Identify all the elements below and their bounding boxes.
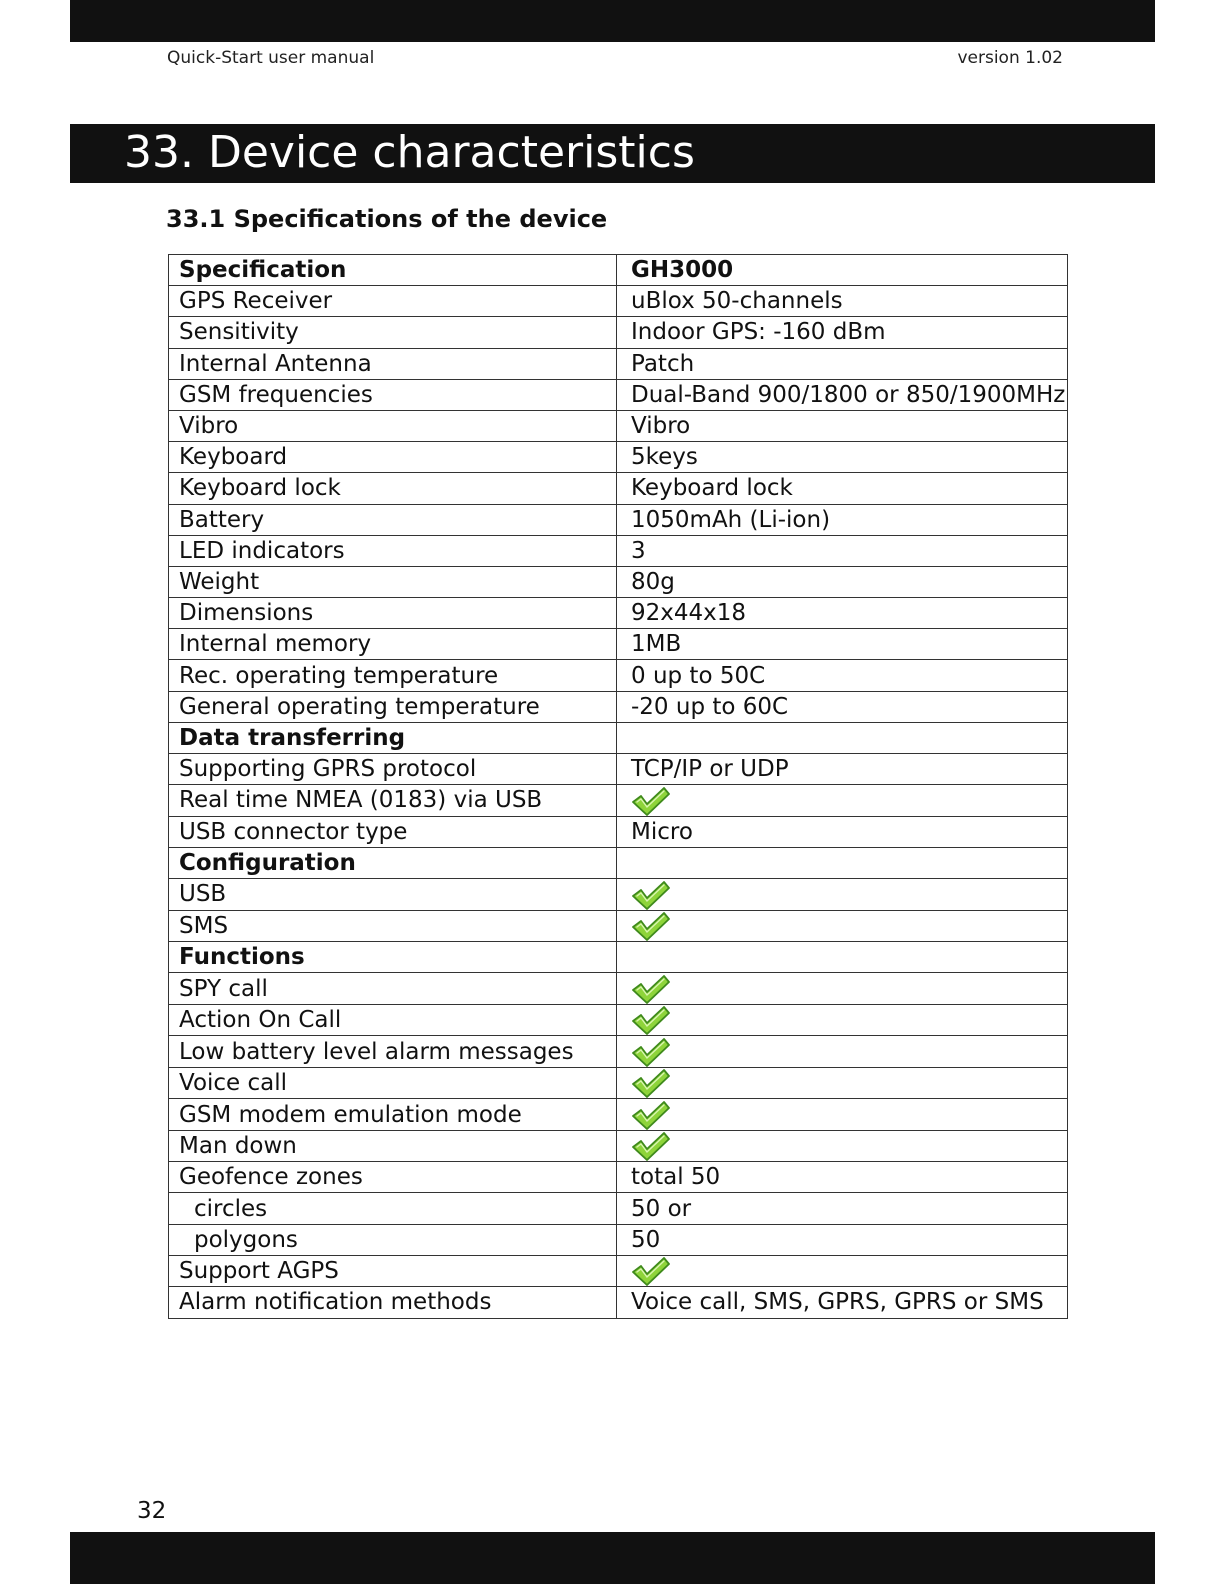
spec-name-cell: Internal memory	[169, 629, 617, 660]
spec-check-cell	[617, 973, 1068, 1005]
table-row	[169, 317, 1068, 348]
spec-name-cell: Sensitivity	[169, 317, 617, 348]
spec-value-cell: 80g	[617, 566, 1068, 597]
table-row	[169, 879, 1068, 911]
spec-name-cell: SPY call	[169, 973, 617, 1005]
spec-name-cell: Specification	[169, 255, 617, 286]
section-title: 33.1 Specifications of the device	[166, 205, 608, 233]
spec-check-cell	[617, 785, 1068, 817]
spec-name-cell: LED indicators	[169, 535, 617, 566]
spec-name-cell: SMS	[169, 910, 617, 942]
checkmark-icon	[631, 911, 671, 941]
spec-value-cell	[617, 847, 1068, 878]
spec-name-cell: General operating temperature	[169, 691, 617, 722]
spec-check-cell	[617, 1099, 1068, 1131]
spec-name-cell: Supporting GPRS protocol	[169, 754, 617, 785]
spec-value-cell: TCP/IP or UDP	[617, 754, 1068, 785]
table-row	[169, 442, 1068, 473]
spec-check-cell	[617, 910, 1068, 942]
checkmark-icon	[631, 786, 671, 816]
spec-value-cell: -20 up to 60C	[617, 691, 1068, 722]
checkmark-icon	[631, 880, 671, 910]
table-row	[169, 348, 1068, 379]
spec-value-cell: 0 up to 50C	[617, 660, 1068, 691]
chapter-band	[70, 124, 1155, 183]
table-row	[169, 973, 1068, 1005]
table-row	[169, 942, 1068, 973]
spec-value-cell: Indoor GPS: -160 dBm	[617, 317, 1068, 348]
spec-value-cell: 1050mAh (Li-ion)	[617, 504, 1068, 535]
spec-value-cell: GH3000	[617, 255, 1068, 286]
spec-name-cell: USB connector type	[169, 816, 617, 847]
spec-name-cell: circles	[169, 1193, 617, 1224]
spec-value-cell: Voice call, SMS, GPRS, GPRS or SMS	[617, 1287, 1068, 1318]
specifications-table	[168, 254, 1068, 1319]
page-number: 32	[137, 1498, 167, 1524]
spec-value-cell: 50	[617, 1224, 1068, 1255]
table-row	[169, 722, 1068, 753]
spec-name-cell: Dimensions	[169, 598, 617, 629]
table-row	[169, 1130, 1068, 1162]
table-row	[169, 1193, 1068, 1224]
spec-value-cell: total 50	[617, 1162, 1068, 1193]
spec-value-cell: 1MB	[617, 629, 1068, 660]
table-row	[169, 535, 1068, 566]
table-row	[169, 255, 1068, 286]
spec-name-cell: Vibro	[169, 410, 617, 441]
spec-name-cell: GSM modem emulation mode	[169, 1099, 617, 1131]
checkmark-icon	[631, 1131, 671, 1161]
table-row	[169, 1224, 1068, 1255]
spec-value-cell: uBlox 50-channels	[617, 286, 1068, 317]
table-row	[169, 1067, 1068, 1099]
spec-name-cell: Support AGPS	[169, 1255, 617, 1287]
spec-name-cell: Keyboard	[169, 442, 617, 473]
spec-value-cell: Patch	[617, 348, 1068, 379]
spec-name-cell: USB	[169, 879, 617, 911]
spec-check-cell	[617, 1067, 1068, 1099]
manual-title: Quick-Start user manual	[167, 48, 375, 68]
checkmark-icon	[631, 1100, 671, 1130]
spec-name-cell: Keyboard lock	[169, 473, 617, 504]
table-row	[169, 504, 1068, 535]
spec-name-cell: Action On Call	[169, 1004, 617, 1036]
table-row	[169, 1099, 1068, 1131]
table-row	[169, 410, 1068, 441]
spec-value-cell	[617, 942, 1068, 973]
table-row	[169, 379, 1068, 410]
spec-check-cell	[617, 879, 1068, 911]
spec-check-cell	[617, 1130, 1068, 1162]
chapter-title: 33. Device characteristics	[124, 127, 695, 178]
spec-name-cell: Battery	[169, 504, 617, 535]
table-row	[169, 847, 1068, 878]
spec-name-cell: polygons	[169, 1224, 617, 1255]
table-row	[169, 691, 1068, 722]
spec-value-cell	[617, 722, 1068, 753]
table-row	[169, 754, 1068, 785]
table-row	[169, 566, 1068, 597]
spec-name-cell: Functions	[169, 942, 617, 973]
spec-value-cell: Micro	[617, 816, 1068, 847]
spec-name-cell: Internal Antenna	[169, 348, 617, 379]
table-row	[169, 598, 1068, 629]
spec-name-cell: Geofence zones	[169, 1162, 617, 1193]
checkmark-icon	[631, 1037, 671, 1067]
spec-value-cell: 50 or	[617, 1193, 1068, 1224]
table-row	[169, 1004, 1068, 1036]
version-label: version 1.02	[957, 48, 1063, 68]
table-row	[169, 1287, 1068, 1318]
spec-name-cell: Weight	[169, 566, 617, 597]
spec-name-cell: Low battery level alarm messages	[169, 1036, 617, 1068]
spec-value-cell: 3	[617, 535, 1068, 566]
spec-value-cell: Vibro	[617, 410, 1068, 441]
table-row	[169, 286, 1068, 317]
spec-name-cell: Rec. operating temperature	[169, 660, 617, 691]
spec-name-cell: Data transferring	[169, 722, 617, 753]
table-row	[169, 785, 1068, 817]
spec-name-cell: Real time NMEA (0183) via USB	[169, 785, 617, 817]
spec-value-cell: Keyboard lock	[617, 473, 1068, 504]
spec-name-cell: GSM frequencies	[169, 379, 617, 410]
spec-value-cell: 92x44x18	[617, 598, 1068, 629]
table-row	[169, 629, 1068, 660]
bottom-bar	[70, 1532, 1155, 1584]
spec-name-cell: Configuration	[169, 847, 617, 878]
table-row	[169, 1162, 1068, 1193]
table-row	[169, 473, 1068, 504]
checkmark-icon	[631, 1256, 671, 1286]
spec-name-cell: GPS Receiver	[169, 286, 617, 317]
table-row	[169, 660, 1068, 691]
top-bar	[70, 0, 1155, 42]
table-row	[169, 1255, 1068, 1287]
table-row	[169, 816, 1068, 847]
spec-value-cell: 5keys	[617, 442, 1068, 473]
running-header	[167, 48, 1063, 70]
checkmark-icon	[631, 1005, 671, 1035]
spec-name-cell: Alarm notification methods	[169, 1287, 617, 1318]
spec-check-cell	[617, 1004, 1068, 1036]
spec-check-cell	[617, 1036, 1068, 1068]
checkmark-icon	[631, 1068, 671, 1098]
spec-name-cell: Man down	[169, 1130, 617, 1162]
spec-name-cell: Voice call	[169, 1067, 617, 1099]
checkmark-icon	[631, 974, 671, 1004]
specifications-table-body	[169, 255, 1068, 1319]
table-row	[169, 1036, 1068, 1068]
spec-value-cell: Dual-Band 900/1800 or 850/1900MHz	[617, 379, 1068, 410]
table-row	[169, 910, 1068, 942]
spec-check-cell	[617, 1255, 1068, 1287]
